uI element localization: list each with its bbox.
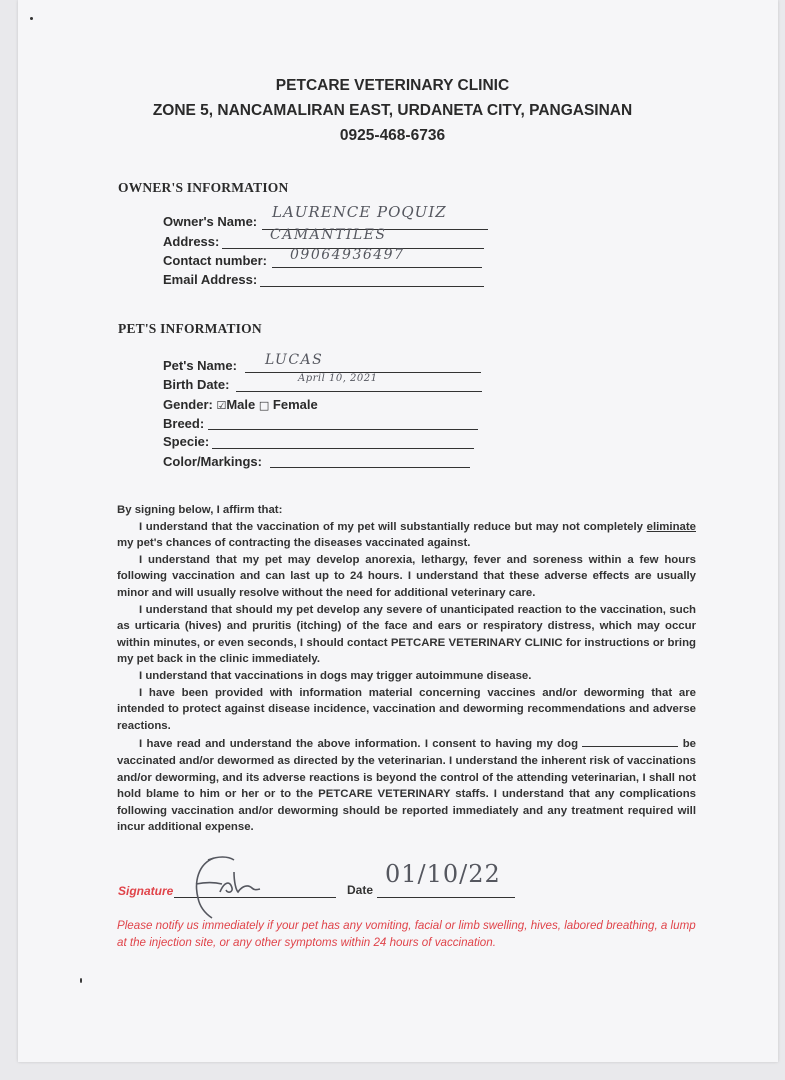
owner-address-label: Address: — [163, 234, 220, 249]
clinic-address: ZONE 5, NANCAMALIRAN EAST, URDANETA CITY, PANGASINAN — [152, 102, 633, 119]
consent-paragraph-3: I understand that should my pet develop any severe of unanticipated reaction to the vaccination, such as urticaria (hives) and pruritis (itching) of the face and ears or respiratory distress, which may occur within minutes, or even seconds, I should contact PETCARE VETERINARY CLINIC for instructions or bring my pet back in the clinic immediately. — [117, 603, 696, 666]
consent-paragraph-1: I understand that the vaccination of my pet will substantially reduce but may not completely eliminate my pet's chances of contracting the diseases vaccinated against. — [117, 520, 696, 550]
pet-color-line[interactable] — [270, 467, 470, 468]
pet-birth-label: Birth Date: — [163, 377, 230, 392]
owner-contact-label: Contact number: — [163, 253, 267, 268]
pet-section-title: PET'S INFORMATION — [118, 321, 262, 336]
pet-name-label: Pet's Name: — [163, 358, 237, 373]
pet-color-label: Color/Markings: — [163, 454, 262, 469]
pet-breed-line[interactable] — [208, 429, 478, 430]
scan-speck — [30, 17, 33, 20]
gender-female-label: Female — [272, 397, 318, 412]
consent-intro: By signing below, I affirm that: — [117, 504, 283, 516]
consent-paragraph-6: I have read and understand the above information. I consent to having my dog be vaccinated and/or dewormed as directed by the veterinarian. I understand the inherent risk of vaccinations and/or deworming, and its adverse reactions is beyond the control of the attending veterinarian, I shall not hold blame to him or her or to the PETCARE VETERINARY staffs. I understand that any complications following vaccination and/or deworming should be reported immediately and any treatment required will incur additional expense. — [117, 734, 696, 836]
signature-label: Signature — [118, 884, 174, 898]
gender-male-checkbox[interactable]: ☑ — [216, 399, 227, 412]
consent-paragraph-2: I understand that my pet may develop anorexia, lethargy, fever and soreness within a few hours following vaccination and can last up to 24 hours. I understand that these adverse effects are usually minor and will usually resolve without the need for additional veterinary care. — [117, 553, 696, 599]
pet-gender-label: Gender: — [163, 397, 213, 412]
gender-female-checkbox[interactable]: □ — [258, 399, 270, 412]
owner-address-value[interactable]: CAMANTILES — [270, 227, 387, 243]
pet-name-value[interactable]: LUCAS — [265, 352, 324, 368]
pet-specie-label: Specie: — [163, 434, 210, 449]
owner-contact-line — [272, 267, 482, 268]
consent-paragraph-4: I understand that vaccinations in dogs may trigger autoimmune disease. — [139, 669, 532, 682]
pet-gender-row — [163, 397, 318, 412]
pet-breed-label: Breed: — [163, 416, 205, 431]
pet-birth-line — [236, 391, 482, 392]
date-label: Date — [347, 883, 374, 897]
consent-paragraph-5: I have been provided with information material concerning vaccines and/or deworming that are intended to protect against disease incidence, vaccination and deworming recommendations and adverse reactions. — [117, 686, 696, 732]
pet-birth-value[interactable]: April 10, 2021 — [298, 373, 378, 384]
owner-email-line[interactable] — [260, 286, 484, 287]
date-line — [377, 897, 515, 898]
gender-male-label: Male — [226, 397, 256, 412]
clinic-name: PETCARE VETERINARY CLINIC — [275, 77, 510, 94]
handwritten-signature — [178, 852, 278, 922]
pet-specie-line[interactable] — [212, 448, 474, 449]
owner-email-label: Email Address: — [163, 272, 258, 287]
clinic-phone: 0925-468-6736 — [339, 127, 446, 144]
owner-section-title: OWNER'S INFORMATION — [118, 180, 289, 195]
notice-text: Please notify us immediately if your pet has any vomiting, facial or limb swelling, hives, labored breathing, a lump at the injection site, or any other symptoms within 24 hours of vaccination. — [117, 919, 696, 949]
consent-block — [117, 502, 696, 836]
owner-contact-value[interactable]: 09064936497 — [290, 247, 405, 263]
owner-name-label: Owner's Name: — [163, 214, 258, 229]
owner-name-value[interactable]: LAURENCE POQUIZ — [272, 203, 447, 221]
scan-speck — [80, 978, 82, 983]
dog-name-blank[interactable] — [582, 734, 678, 747]
date-value[interactable]: 01/10/22 — [385, 860, 501, 888]
